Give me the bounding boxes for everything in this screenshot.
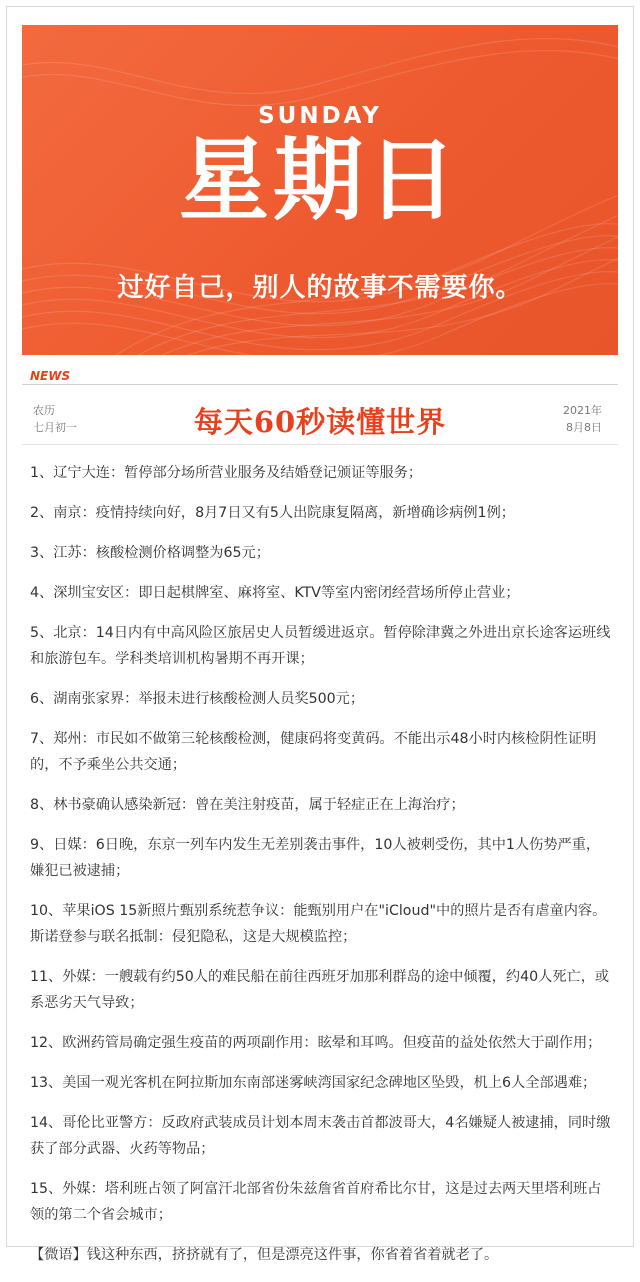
news-item-2: 2、南京：疫情持续向好，8月7日又有5人出院康复隔离，新增确诊病例1例； bbox=[30, 505, 515, 521]
hero-banner bbox=[22, 25, 618, 355]
date-year: 2021年 bbox=[563, 404, 602, 417]
news-list bbox=[30, 460, 612, 1282]
news-item-7: 7、郑州：市民如不做第三轮核酸检测，健康码将变黄码。不能出示48小时内核检阴性证明的，不予乘坐公共交通； bbox=[30, 731, 597, 773]
date-day: 8月8日 bbox=[566, 421, 602, 434]
news-item-5: 5、北京：14日内有中高风险区旅居史人员暂缓进返京。暂停除津冀之外进出京长途客运班线和旅游包车。学科类培训机构暑期不再开课； bbox=[30, 625, 611, 667]
divider-bottom bbox=[22, 444, 618, 445]
news-item-9: 9、日媒：6日晚，东京一列车内发生无差别袭击事件，10人被刺受伤，其中1人伤势严重，嫌犯已被逮捕； bbox=[30, 837, 601, 879]
news-item-15: 15、外媒：塔利班占领了阿富汗北部省份朱兹詹省首府希比尔甘，这是过去两天里塔利班占领的第二个省会城市； bbox=[30, 1181, 602, 1223]
banner-day-title: 星期日 bbox=[179, 127, 461, 233]
banner-day-english: SUNDAY bbox=[258, 103, 382, 129]
news-item-12: 12、欧洲药管局确定强生疫苗的两项副作用：眩晕和耳鸣。但疫苗的益处依然大于副作用； bbox=[30, 1035, 602, 1051]
news-item-4: 4、深圳宝安区：即日起棋牌室、麻将室、KTV等室内密闭经营场所停止营业； bbox=[30, 585, 520, 601]
news-item-11: 11、外媒：一艘载有约50人的难民船在前往西班牙加那利群岛的途中倾覆，约40人死亡，或系恶劣天气导致； bbox=[30, 969, 610, 1011]
news-item-13: 13、美国一观光客机在阿拉斯加东南部迷雾峡湾国家纪念碑地区坠毁，机上6人全部遇难； bbox=[30, 1075, 597, 1091]
news-item-10: 10、苹果iOS 15新照片甄别系统惹争议：能甄别用户在"iCloud"中的照片是否有虐童内容。斯诺登参与联名抵制：侵犯隐私，这是大规模监控； bbox=[30, 903, 607, 945]
gregorian-date-block bbox=[563, 402, 602, 436]
lunar-label: 农历 bbox=[33, 404, 55, 417]
divider-top bbox=[22, 384, 618, 385]
news-item-14: 14、哥伦比亚警方：反政府武装成员计划本周末袭击首都波哥大，4名嫌疑人被逮捕，同时缴获了部分武器、火药等物品； bbox=[30, 1115, 611, 1157]
news-item-1: 1、辽宁大连：暂停部分场所营业服务及结婚登记颁证等服务； bbox=[30, 465, 423, 481]
banner-slogan: 过好自己，别人的故事不需要你。 bbox=[117, 273, 523, 303]
lunar-date: 七月初一 bbox=[33, 421, 77, 434]
page-headline: 每天60秒读懂世界 bbox=[193, 405, 447, 439]
news-item-8: 8、林书豪确认感染新冠：曾在美注射疫苗，属于轻症正在上海治疗； bbox=[30, 797, 465, 813]
daily-quote: 【微语】钱这种东西，挤挤就有了，但是漂亮这件事，你省着省着就老了。 bbox=[30, 1247, 499, 1263]
news-tag: NEWS bbox=[30, 369, 71, 383]
news-item-3: 3、江苏：核酸检测价格调整为65元； bbox=[30, 545, 270, 561]
news-item-6: 6、湖南张家界：举报未进行核酸检测人员奖500元； bbox=[30, 691, 365, 707]
